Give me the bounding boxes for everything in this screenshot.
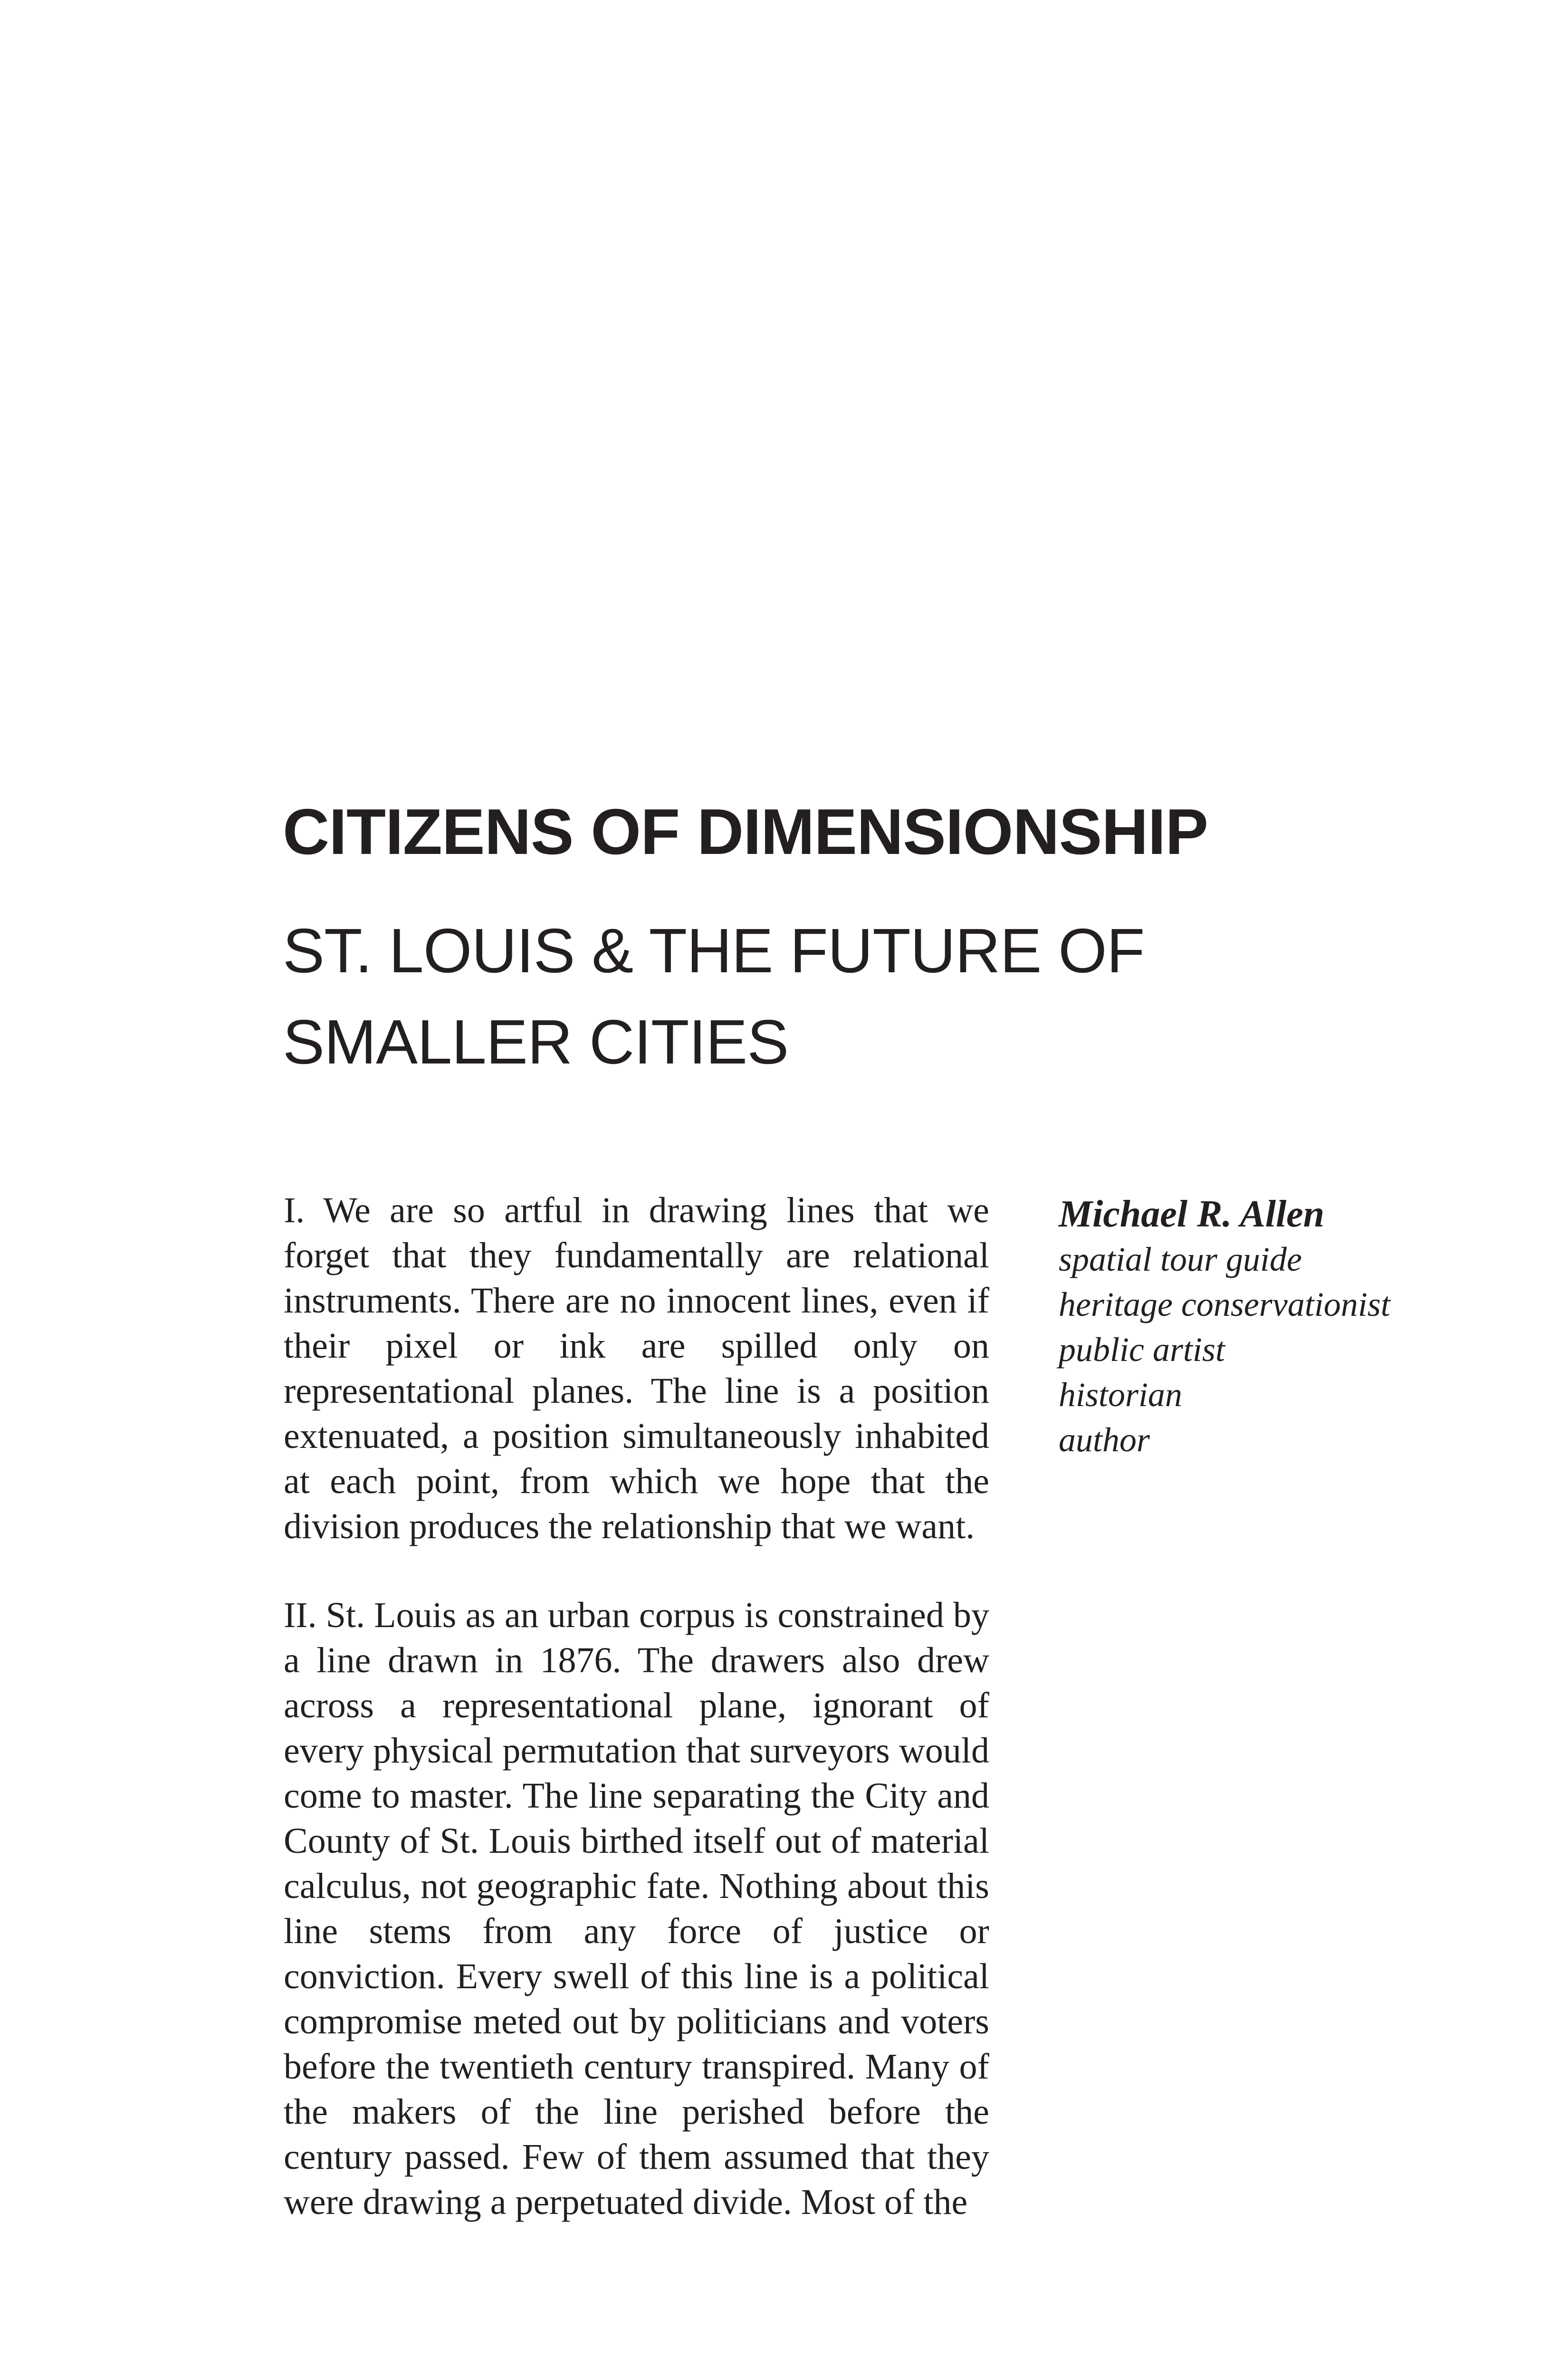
subtitle-line: SMALLER CITIES xyxy=(283,1007,789,1077)
paragraph-2: II. St. Louis as an urban corpus is constrained by a line drawn in 1876. The drawers also drew across a representational plane, ignorant of every physical permutation that surveyors would come to master. The line separating the City and County of St. Louis birthed itself out of material calculus, not geographic fate. Nothing about this line stems from any force of justice or conviction. Every swell of this line is a political compromise meted out by politicians and voters before the twentieth century transpired. Many of the makers of the line perished before the century passed. Few of them assumed that they were drawing a perpetuated divide. Most of the xyxy=(284,1595,989,2222)
author-role: heritage conservationist xyxy=(1059,1285,1390,1323)
author-name: Michael R. Allen xyxy=(1059,1193,1325,1235)
author-role: public artist xyxy=(1059,1331,1225,1369)
subtitle-line: ST. LOUIS & THE FUTURE OF xyxy=(283,916,1145,986)
author-role: historian xyxy=(1059,1376,1183,1414)
chapter-subtitle xyxy=(283,905,1328,1088)
body-text-column xyxy=(284,1188,989,2269)
author-sidebar xyxy=(1059,1192,1390,1463)
author-role: author xyxy=(1059,1421,1150,1459)
chapter-title: CITIZENS OF DIMENSIONSHIP xyxy=(283,795,1208,868)
author-role: spatial tour guide xyxy=(1059,1240,1302,1278)
paragraph-1: I. We are so artful in drawing lines that we forget that they fundamentally are relational instruments. There are no innocent lines, even if their pixel or ink are spilled only on representational planes. The line is a position extenuated, a position simultaneously inhabited at each point, from which we hope that the division produces the relationship that we want. xyxy=(284,1190,989,1546)
